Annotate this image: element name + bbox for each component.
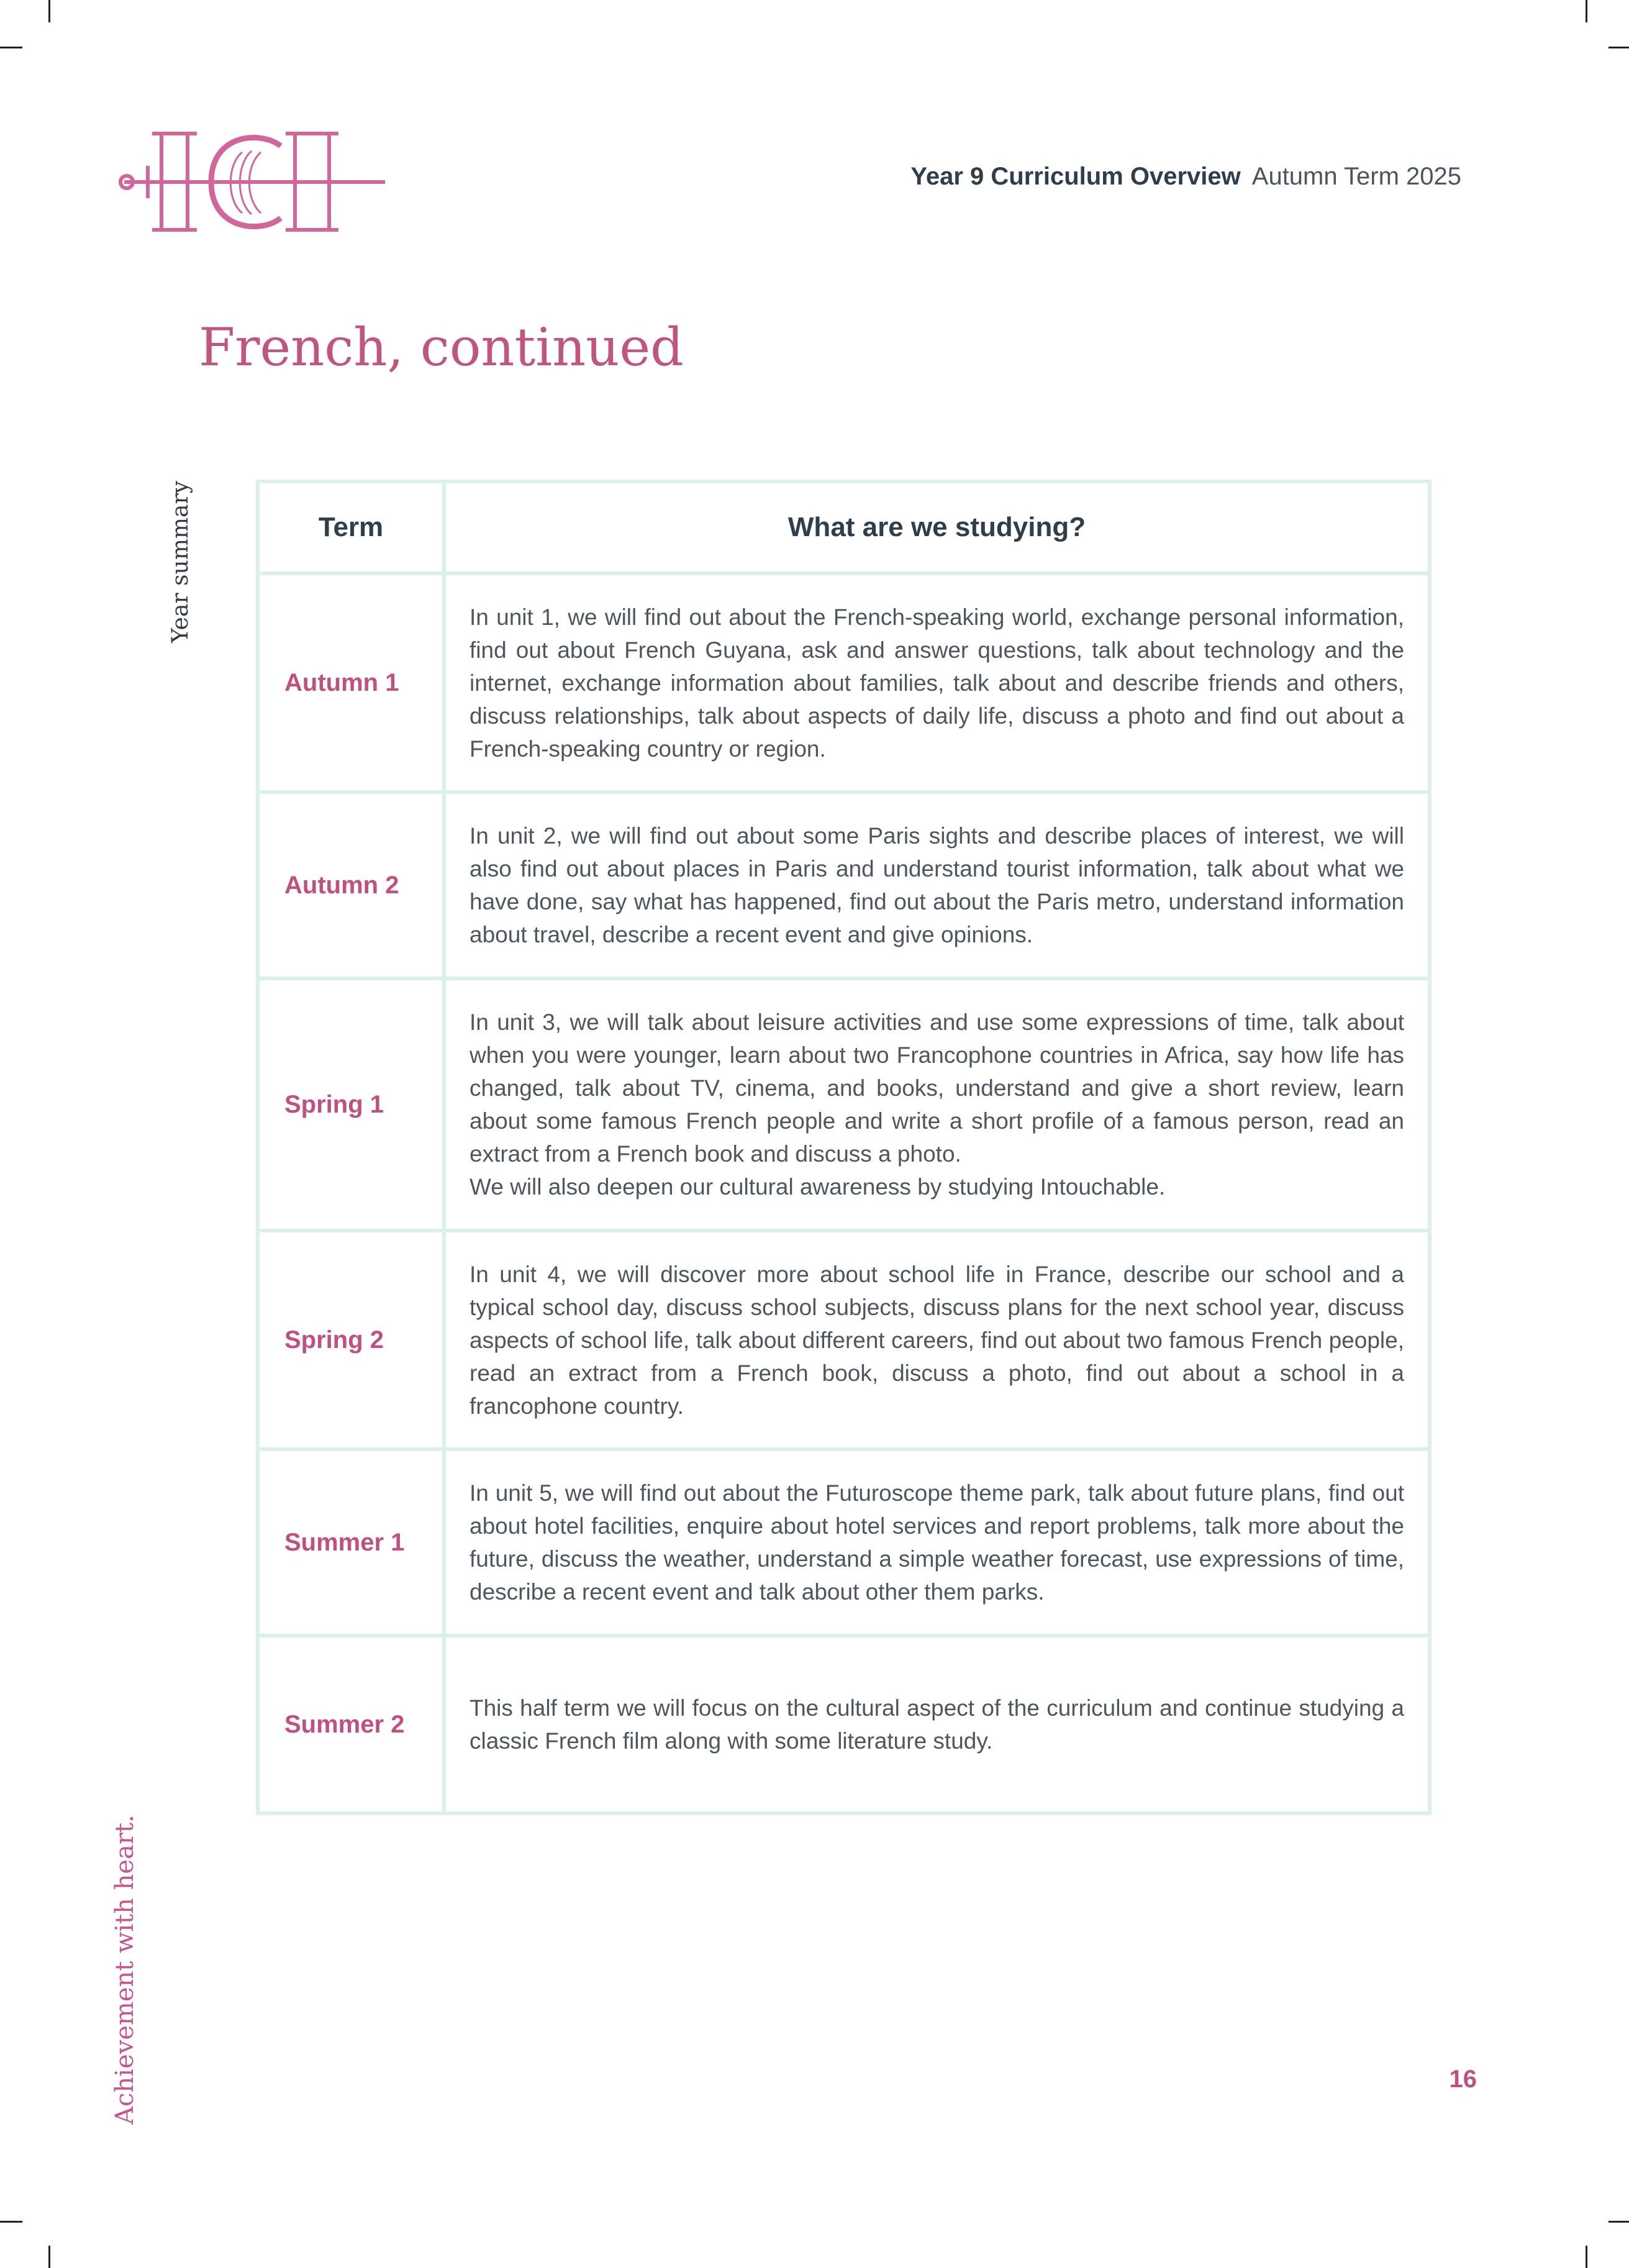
table-row [258, 1231, 1430, 1449]
crop-mark [1586, 0, 1587, 22]
description-cell: In unit 4, we will discover more about school life in France, describe our school and a typical school day, discuss school subjects, discuss plans for the next school year, discuss aspects of school life, talk about different careers, find out about two famous French people, read an extract from a French book, discuss a photo, find out about a school in a francophone country. [444, 1231, 1430, 1449]
curriculum-table [256, 480, 1432, 1815]
table-row [258, 978, 1430, 1231]
document-header [910, 163, 1461, 191]
crop-mark [1609, 47, 1629, 48]
year-summary-label: Year summary [168, 481, 193, 643]
document-title: Year 9 Curriculum Overview [910, 163, 1241, 190]
term-cell: Autumn 2 [258, 792, 444, 978]
tagline: Achievement with heart. [111, 1815, 139, 2125]
description-cell: In unit 5, we will find out about the Futuroscope theme park, talk about future plans, find out about hotel facilities, enquire about hotel services and report problems, talk more about the future, discuss the weather, understand a simple weather forecast, use expressions of time, describe a recent event and talk about other them parks. [444, 1449, 1430, 1636]
table-header-row [258, 481, 1430, 573]
page-number: 16 [1449, 2065, 1477, 2093]
crop-mark [0, 47, 22, 48]
table-row [258, 1449, 1430, 1636]
table-row [258, 792, 1430, 978]
term-cell: Autumn 1 [258, 573, 444, 792]
table-row [258, 573, 1430, 792]
crop-mark [48, 2246, 50, 2268]
term-column-header: Term [258, 481, 444, 573]
description-cell: In unit 2, we will find out about some Paris sights and describe places of interest, we will also find out about places in Paris and understand tourist information, talk about what we have done, say what has happened, find out about the Paris metro, understand information about travel, describe a recent event and give opinions. [444, 792, 1430, 978]
term-cell: Summer 1 [258, 1449, 444, 1636]
crop-mark [1586, 2246, 1587, 2268]
description-text: We will also deepen our cultural awareness by studying Intouchable. [470, 1174, 1166, 1200]
studying-column-header: What are we studying? [444, 481, 1430, 573]
description-cell: In unit 1, we will find out about the French-speaking world, exchange personal information, find out about French Guyana, ask and answer questions, talk about technology and the internet, exchange information about families, talk about and describe friends and others, discuss relationships, talk about aspects of daily life, discuss a photo and find out about a French-speaking country or region. [444, 573, 1430, 792]
crop-mark [48, 0, 50, 22]
term-cell: Spring 1 [258, 978, 444, 1231]
page-title: French, continued [199, 317, 684, 378]
description-cell: This half term we will focus on the cultural aspect of the curriculum and continue studying a classic French film along with some literature study. [444, 1636, 1430, 1813]
description-cell [444, 978, 1430, 1231]
term-cell: Spring 2 [258, 1231, 444, 1449]
table-row [258, 1636, 1430, 1813]
description-text: In unit 3, we will talk about leisure activities and use some expressions of time, talk about when you were younger, learn about two Francophone countries in Africa, say how life has changed, talk about TV, cinema, and books, understand and give a short review, learn about some famous French people and write a short profile of a famous person, read an extract from a French book and discuss a photo. [470, 1009, 1404, 1167]
hch-monogram-logo [118, 127, 391, 236]
crop-mark [1609, 2221, 1629, 2223]
crop-mark [0, 2221, 22, 2223]
term-cell: Summer 2 [258, 1636, 444, 1813]
term-label: Autumn Term 2025 [1251, 163, 1461, 190]
